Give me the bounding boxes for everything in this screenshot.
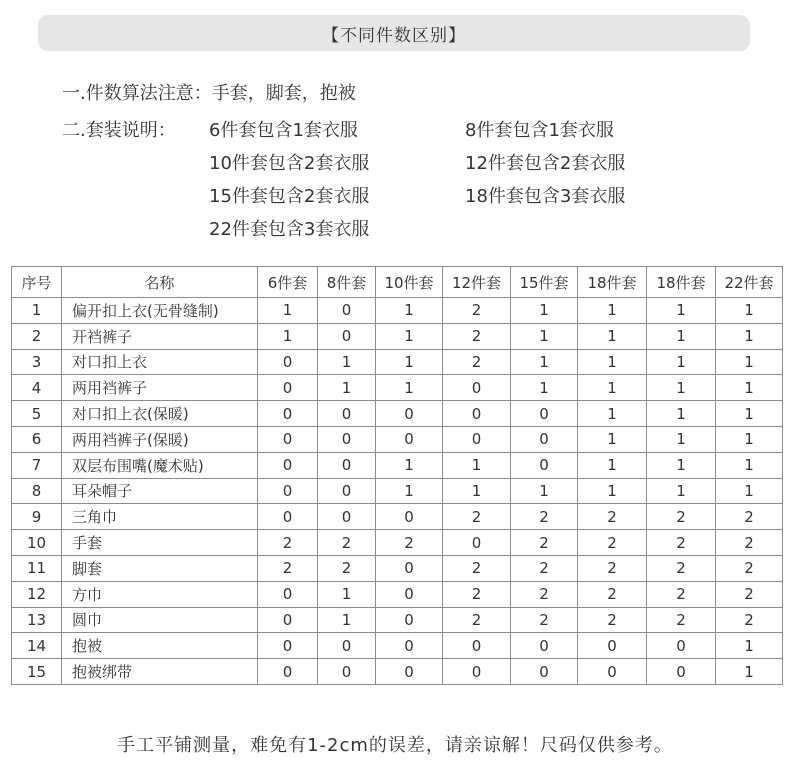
quantity-cell: 2 (578, 504, 647, 530)
quantity-cell: 1 (647, 298, 716, 324)
quantity-cell: 0 (647, 659, 716, 685)
item-name-cell: 手套 (62, 530, 258, 556)
quantity-cell: 1 (318, 581, 376, 607)
quantity-cell: 0 (258, 633, 318, 659)
quantity-cell: 0 (511, 633, 578, 659)
section-title-text: 【不同件数区别】 (322, 25, 466, 46)
quantity-cell: 1 (716, 478, 783, 504)
quantity-cell: 1 (258, 298, 318, 324)
quantity-cell: 0 (318, 659, 376, 685)
table-row (12, 504, 783, 530)
set-item: 12件套包含2套衣服 (465, 153, 626, 174)
quantity-cell: 0 (318, 478, 376, 504)
header-set-18: 18件套 (578, 267, 647, 298)
header-name: 名称 (62, 267, 258, 298)
quantity-cell: 0 (258, 478, 318, 504)
quantity-cell: 2 (716, 555, 783, 581)
header-index: 序号 (12, 267, 62, 298)
quantity-cell: 0 (258, 426, 318, 452)
item-name-cell: 对口扣上衣 (62, 349, 258, 375)
item-name-cell: 开裆裤子 (62, 323, 258, 349)
quantity-cell: 2 (716, 581, 783, 607)
quantity-cell: 2 (578, 555, 647, 581)
row-index-cell: 6 (12, 426, 62, 452)
quantity-cell: 1 (376, 375, 443, 401)
quantity-cell: 1 (443, 452, 511, 478)
table-row (12, 349, 783, 375)
quantity-cell: 1 (716, 349, 783, 375)
row-index-cell: 4 (12, 375, 62, 401)
quantity-cell: 2 (511, 607, 578, 633)
quantity-cell: 0 (376, 581, 443, 607)
quantity-cell: 1 (511, 478, 578, 504)
quantity-cell: 0 (443, 633, 511, 659)
quantity-cell: 1 (647, 401, 716, 427)
quantity-cell: 1 (578, 401, 647, 427)
item-name-cell: 抱被 (62, 633, 258, 659)
quantity-cell: 0 (376, 633, 443, 659)
quantity-cell: 1 (443, 478, 511, 504)
quantity-cell: 1 (578, 426, 647, 452)
table-row (12, 659, 783, 685)
quantity-cell: 0 (258, 452, 318, 478)
quantity-cell: 2 (511, 504, 578, 530)
table-row (12, 298, 783, 324)
quantity-cell: 0 (443, 659, 511, 685)
table-row (12, 452, 783, 478)
set-contents-table (11, 266, 783, 685)
table-row (12, 633, 783, 659)
quantity-cell: 1 (511, 349, 578, 375)
item-name-cell: 偏开扣上衣(无骨缝制) (62, 298, 258, 324)
quantity-cell: 2 (443, 349, 511, 375)
quantity-cell: 0 (258, 349, 318, 375)
table-row (12, 478, 783, 504)
quantity-cell: 0 (258, 504, 318, 530)
item-name-cell: 圆巾 (62, 607, 258, 633)
quantity-cell: 1 (716, 323, 783, 349)
quantity-cell: 1 (376, 323, 443, 349)
row-index-cell: 14 (12, 633, 62, 659)
quantity-cell: 1 (511, 298, 578, 324)
quantity-cell: 1 (578, 298, 647, 324)
quantity-cell: 1 (647, 478, 716, 504)
quantity-cell: 1 (647, 323, 716, 349)
quantity-cell: 1 (376, 478, 443, 504)
note-set-label: 二.套装说明： (62, 120, 176, 141)
quantity-cell: 1 (376, 298, 443, 324)
section-title (38, 15, 750, 51)
quantity-cell: 2 (443, 607, 511, 633)
set-item: 6件套包含1套衣服 (209, 120, 358, 141)
header-set-6: 6件套 (258, 267, 318, 298)
quantity-cell: 1 (647, 375, 716, 401)
quantity-cell: 1 (511, 375, 578, 401)
row-index-cell: 9 (12, 504, 62, 530)
quantity-cell: 0 (318, 323, 376, 349)
table-row (12, 607, 783, 633)
item-name-cell: 方巾 (62, 581, 258, 607)
quantity-cell: 0 (318, 504, 376, 530)
row-index-cell: 13 (12, 607, 62, 633)
item-name-cell: 抱被绑带 (62, 659, 258, 685)
quantity-cell: 1 (716, 452, 783, 478)
quantity-cell: 1 (578, 452, 647, 478)
quantity-cell: 1 (716, 426, 783, 452)
item-name-cell: 两用裆裤子(保暖) (62, 426, 258, 452)
quantity-cell: 2 (578, 530, 647, 556)
header-set-10: 10件套 (376, 267, 443, 298)
table-row (12, 401, 783, 427)
quantity-cell: 2 (647, 581, 716, 607)
quantity-cell: 0 (578, 659, 647, 685)
set-item: 10件套包含2套衣服 (209, 153, 370, 174)
row-index-cell: 1 (12, 298, 62, 324)
quantity-cell: 0 (443, 375, 511, 401)
quantity-cell: 2 (716, 504, 783, 530)
row-index-cell: 11 (12, 555, 62, 581)
set-item: 8件套包含1套衣服 (465, 120, 614, 141)
quantity-cell: 2 (258, 530, 318, 556)
header-set-8: 8件套 (318, 267, 376, 298)
table-row (12, 530, 783, 556)
row-index-cell: 3 (12, 349, 62, 375)
quantity-cell: 2 (318, 530, 376, 556)
quantity-cell: 2 (647, 504, 716, 530)
quantity-cell: 2 (511, 555, 578, 581)
quantity-cell: 2 (258, 555, 318, 581)
quantity-cell: 0 (376, 607, 443, 633)
quantity-cell: 0 (511, 452, 578, 478)
quantity-cell: 0 (511, 659, 578, 685)
row-index-cell: 5 (12, 401, 62, 427)
quantity-cell: 0 (258, 581, 318, 607)
quantity-cell: 2 (578, 607, 647, 633)
header-set-22: 22件套 (716, 267, 783, 298)
quantity-cell: 0 (443, 426, 511, 452)
quantity-cell: 2 (716, 607, 783, 633)
quantity-cell: 0 (318, 401, 376, 427)
quantity-cell: 1 (578, 375, 647, 401)
row-index-cell: 15 (12, 659, 62, 685)
row-index-cell: 7 (12, 452, 62, 478)
quantity-cell: 2 (318, 555, 376, 581)
set-item: 18件套包含3套衣服 (465, 186, 626, 207)
set-item: 22件套包含3套衣服 (209, 219, 370, 240)
row-index-cell: 12 (12, 581, 62, 607)
quantity-cell: 2 (647, 530, 716, 556)
measurement-disclaimer: 手工平铺测量，难免有1-2cm的误差，请亲谅解！尺码仅供参考。 (117, 735, 673, 756)
quantity-cell: 2 (443, 323, 511, 349)
item-name-cell: 两用裆裤子 (62, 375, 258, 401)
quantity-cell: 1 (511, 323, 578, 349)
quantity-cell: 1 (318, 375, 376, 401)
header-set-18b: 18件套 (647, 267, 716, 298)
row-index-cell: 2 (12, 323, 62, 349)
quantity-cell: 0 (376, 555, 443, 581)
quantity-cell: 1 (716, 375, 783, 401)
quantity-cell: 1 (647, 452, 716, 478)
quantity-cell: 1 (376, 452, 443, 478)
quantity-cell: 1 (376, 349, 443, 375)
quantity-cell: 1 (716, 633, 783, 659)
header-set-15: 15件套 (511, 267, 578, 298)
item-name-cell: 脚套 (62, 555, 258, 581)
quantity-cell: 0 (376, 401, 443, 427)
quantity-cell: 0 (376, 426, 443, 452)
quantity-cell: 0 (511, 426, 578, 452)
quantity-cell: 0 (443, 401, 511, 427)
quantity-cell: 2 (578, 581, 647, 607)
quantity-cell: 2 (511, 530, 578, 556)
quantity-cell: 2 (443, 298, 511, 324)
item-name-cell: 耳朵帽子 (62, 478, 258, 504)
quantity-cell: 0 (647, 633, 716, 659)
quantity-cell: 0 (318, 298, 376, 324)
row-index-cell: 10 (12, 530, 62, 556)
item-name-cell: 三角巾 (62, 504, 258, 530)
table-row (12, 323, 783, 349)
header-set-12: 12件套 (443, 267, 511, 298)
quantity-cell: 1 (318, 349, 376, 375)
quantity-cell: 2 (647, 555, 716, 581)
quantity-cell: 0 (318, 633, 376, 659)
quantity-cell: 1 (578, 478, 647, 504)
quantity-cell: 2 (511, 581, 578, 607)
item-name-cell: 对口扣上衣(保暖) (62, 401, 258, 427)
quantity-cell: 1 (647, 349, 716, 375)
quantity-cell: 1 (716, 401, 783, 427)
quantity-cell: 1 (258, 323, 318, 349)
quantity-cell: 0 (376, 659, 443, 685)
quantity-cell: 2 (443, 504, 511, 530)
quantity-cell: 0 (258, 659, 318, 685)
table-row (12, 581, 783, 607)
quantity-cell: 2 (647, 607, 716, 633)
table-header-row (12, 267, 783, 298)
item-name-cell: 双层布围嘴(魔术贴) (62, 452, 258, 478)
quantity-cell: 1 (716, 298, 783, 324)
quantity-cell: 0 (443, 530, 511, 556)
quantity-cell: 1 (318, 607, 376, 633)
quantity-cell: 0 (258, 375, 318, 401)
quantity-cell: 1 (716, 659, 783, 685)
quantity-cell: 2 (716, 530, 783, 556)
quantity-cell: 0 (578, 633, 647, 659)
quantity-cell: 0 (258, 607, 318, 633)
set-item: 15件套包含2套衣服 (209, 186, 370, 207)
quantity-cell: 0 (376, 504, 443, 530)
quantity-cell: 2 (376, 530, 443, 556)
table-row (12, 375, 783, 401)
quantity-cell: 0 (258, 401, 318, 427)
quantity-cell: 1 (578, 349, 647, 375)
quantity-cell: 1 (578, 323, 647, 349)
quantity-cell: 0 (318, 452, 376, 478)
quantity-cell: 0 (318, 426, 376, 452)
quantity-cell: 2 (443, 581, 511, 607)
quantity-cell: 2 (443, 555, 511, 581)
row-index-cell: 8 (12, 478, 62, 504)
table-row (12, 426, 783, 452)
quantity-cell: 0 (511, 401, 578, 427)
quantity-cell: 1 (647, 426, 716, 452)
table-row (12, 555, 783, 581)
note-count-method: 一.件数算法注意：手套，脚套，抱被 (62, 83, 356, 104)
